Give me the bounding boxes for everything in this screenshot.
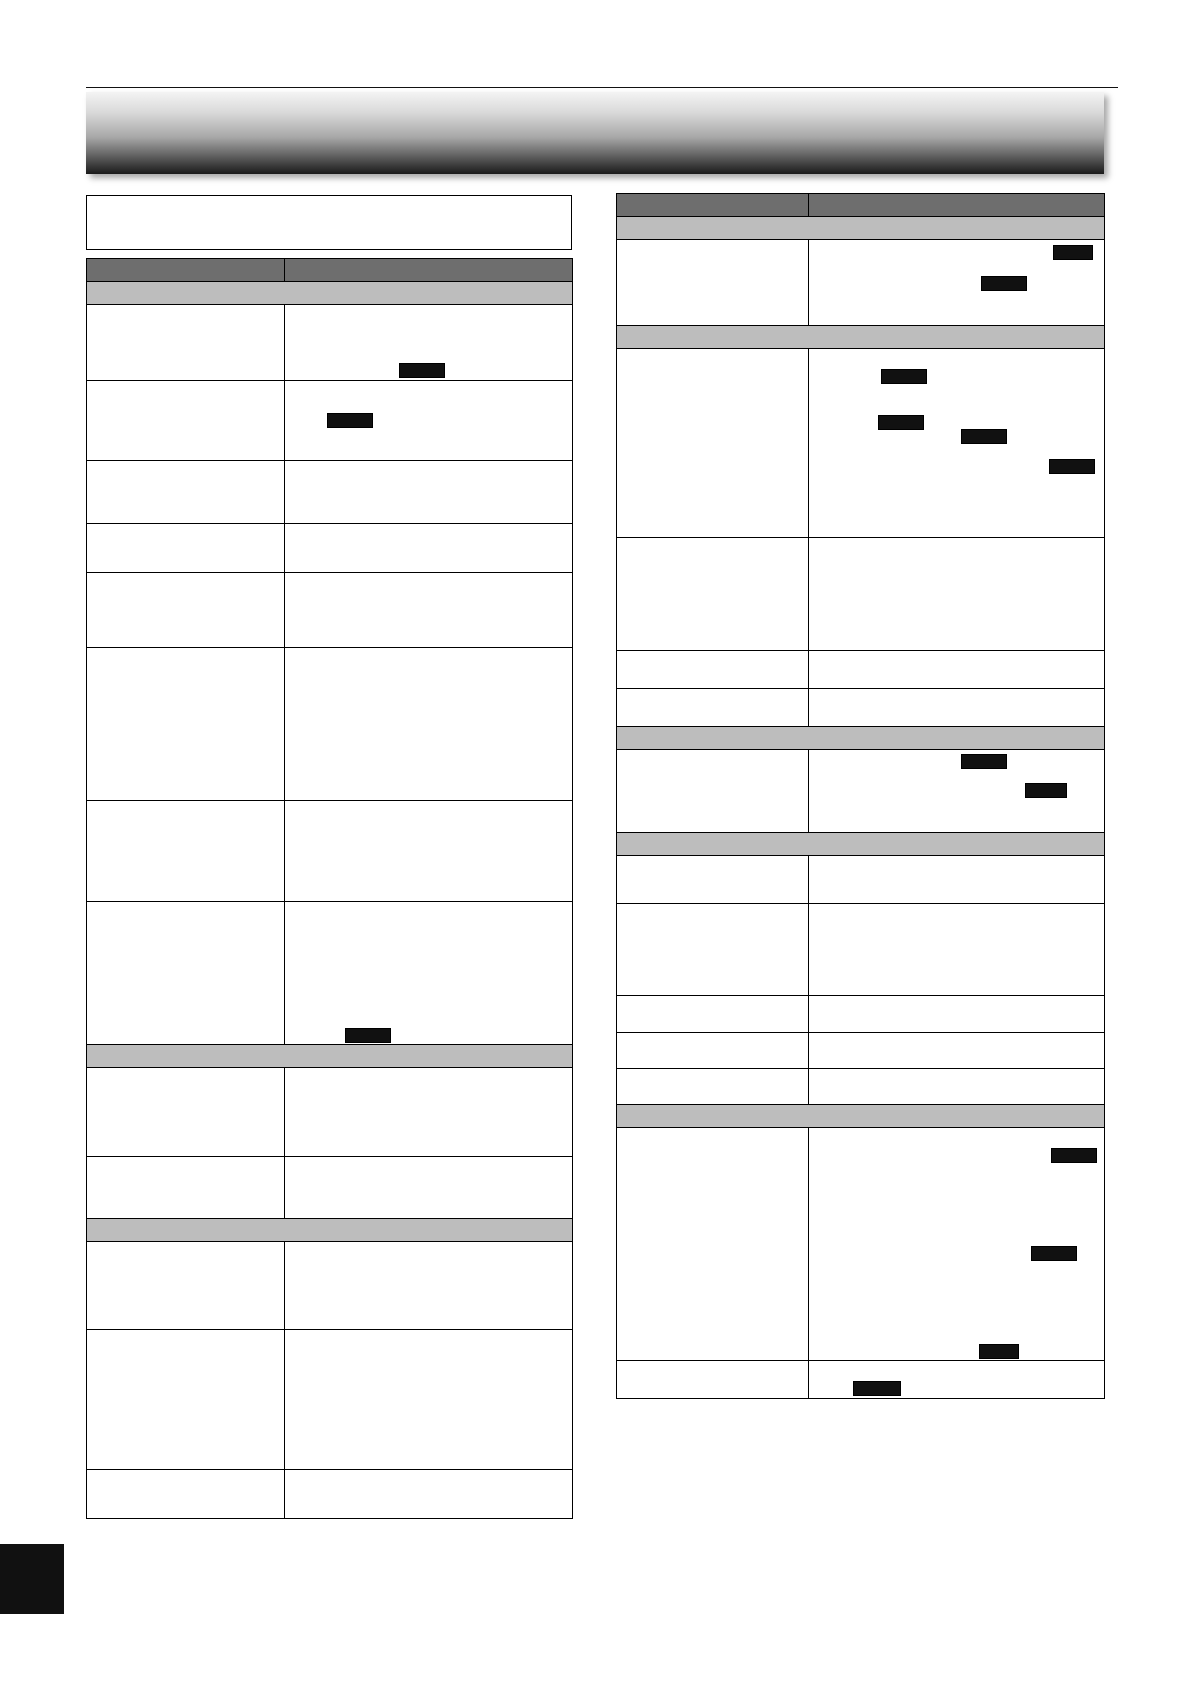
table-row bbox=[617, 651, 1105, 689]
desc-cell bbox=[809, 1128, 1105, 1361]
section-row bbox=[87, 1219, 573, 1242]
desc-cell bbox=[809, 996, 1105, 1033]
section-label bbox=[87, 1045, 573, 1068]
desc-cell bbox=[285, 461, 573, 524]
item-cell bbox=[87, 305, 285, 381]
item-cell bbox=[617, 1069, 809, 1105]
reference-badge bbox=[345, 1028, 391, 1043]
desc-cell bbox=[285, 801, 573, 902]
desc-cell bbox=[285, 1470, 573, 1519]
header-cell bbox=[87, 259, 285, 282]
item-cell bbox=[87, 801, 285, 902]
reference-badge bbox=[1053, 245, 1093, 260]
table-row bbox=[617, 1128, 1105, 1361]
section-label bbox=[87, 282, 573, 305]
section-row bbox=[617, 833, 1105, 856]
reference-badge bbox=[327, 413, 373, 428]
table-row bbox=[617, 750, 1105, 833]
section-label bbox=[617, 217, 1105, 240]
desc-cell bbox=[809, 538, 1105, 651]
desc-cell bbox=[809, 1033, 1105, 1069]
reference-badge bbox=[979, 1344, 1019, 1359]
table-header-row bbox=[617, 194, 1105, 217]
table-row bbox=[87, 648, 573, 801]
desc-cell bbox=[285, 524, 573, 573]
item-cell bbox=[617, 996, 809, 1033]
desc-cell bbox=[285, 648, 573, 801]
table-row bbox=[87, 1470, 573, 1519]
desc-cell bbox=[809, 240, 1105, 326]
desc-cell bbox=[285, 305, 573, 381]
reference-badge bbox=[878, 415, 924, 430]
table-row bbox=[87, 381, 573, 461]
section-label bbox=[617, 326, 1105, 349]
item-cell bbox=[87, 381, 285, 461]
desc-cell bbox=[809, 904, 1105, 996]
section-label bbox=[617, 1105, 1105, 1128]
section-label bbox=[617, 833, 1105, 856]
reference-badge bbox=[1025, 783, 1067, 798]
table-row bbox=[87, 1157, 573, 1219]
reference-badge bbox=[1049, 459, 1095, 474]
page-number-tab bbox=[0, 1544, 64, 1614]
item-cell bbox=[87, 1157, 285, 1219]
note-box bbox=[86, 195, 572, 250]
reference-badge bbox=[1031, 1246, 1077, 1261]
reference-badge bbox=[853, 1381, 901, 1396]
desc-cell bbox=[809, 1069, 1105, 1105]
header-cell bbox=[285, 259, 573, 282]
item-cell bbox=[87, 1330, 285, 1470]
item-cell bbox=[617, 856, 809, 904]
desc-cell bbox=[809, 651, 1105, 689]
desc-cell bbox=[809, 689, 1105, 727]
section-row bbox=[617, 1105, 1105, 1128]
section-label bbox=[87, 1219, 573, 1242]
table-row bbox=[617, 538, 1105, 651]
item-cell bbox=[87, 1242, 285, 1330]
table-row bbox=[617, 996, 1105, 1033]
table-row bbox=[617, 349, 1105, 538]
table-row bbox=[617, 1361, 1105, 1399]
table-row bbox=[87, 1330, 573, 1470]
desc-cell bbox=[809, 750, 1105, 833]
item-cell bbox=[87, 1068, 285, 1157]
table-row bbox=[87, 1068, 573, 1157]
top-rule bbox=[86, 87, 1118, 88]
desc-cell bbox=[809, 349, 1105, 538]
table-row bbox=[617, 856, 1105, 904]
reference-badge bbox=[881, 369, 927, 384]
left-spec-table bbox=[86, 258, 573, 1519]
reference-badge bbox=[961, 754, 1007, 769]
section-row bbox=[87, 1045, 573, 1068]
item-cell bbox=[87, 648, 285, 801]
item-cell bbox=[87, 902, 285, 1045]
table-row bbox=[617, 904, 1105, 996]
desc-cell bbox=[809, 1361, 1105, 1399]
table-row bbox=[617, 689, 1105, 727]
table-row bbox=[617, 240, 1105, 326]
section-row bbox=[617, 326, 1105, 349]
item-cell bbox=[617, 1128, 809, 1361]
item-cell bbox=[617, 651, 809, 689]
desc-cell bbox=[285, 1068, 573, 1157]
desc-cell bbox=[285, 1157, 573, 1219]
reference-badge bbox=[981, 276, 1027, 291]
item-cell bbox=[617, 904, 809, 996]
item-cell bbox=[87, 524, 285, 573]
table-row bbox=[87, 305, 573, 381]
reference-badge bbox=[1051, 1148, 1097, 1163]
title-banner bbox=[86, 92, 1104, 174]
desc-cell bbox=[285, 1242, 573, 1330]
table-header-row bbox=[87, 259, 573, 282]
header-cell bbox=[809, 194, 1105, 217]
table-row bbox=[87, 902, 573, 1045]
section-row bbox=[617, 727, 1105, 750]
item-cell bbox=[87, 1470, 285, 1519]
item-cell bbox=[617, 689, 809, 727]
desc-cell bbox=[285, 381, 573, 461]
desc-cell bbox=[285, 1330, 573, 1470]
table-row bbox=[617, 1033, 1105, 1069]
reference-badge bbox=[399, 363, 445, 378]
table-row bbox=[87, 801, 573, 902]
item-cell bbox=[617, 349, 809, 538]
item-cell bbox=[87, 573, 285, 648]
item-cell bbox=[617, 1033, 809, 1069]
table-row bbox=[87, 573, 573, 648]
section-row bbox=[87, 282, 573, 305]
item-cell bbox=[617, 240, 809, 326]
table-row bbox=[87, 524, 573, 573]
desc-cell bbox=[809, 856, 1105, 904]
item-cell bbox=[617, 538, 809, 651]
item-cell bbox=[87, 461, 285, 524]
header-cell bbox=[617, 194, 809, 217]
right-spec-table bbox=[616, 193, 1105, 1399]
table-row bbox=[87, 461, 573, 524]
item-cell bbox=[617, 750, 809, 833]
reference-badge bbox=[961, 429, 1007, 444]
desc-cell bbox=[285, 902, 573, 1045]
table-row bbox=[617, 1069, 1105, 1105]
section-row bbox=[617, 217, 1105, 240]
desc-cell bbox=[285, 573, 573, 648]
section-label bbox=[617, 727, 1105, 750]
table-row bbox=[87, 1242, 573, 1330]
item-cell bbox=[617, 1361, 809, 1399]
